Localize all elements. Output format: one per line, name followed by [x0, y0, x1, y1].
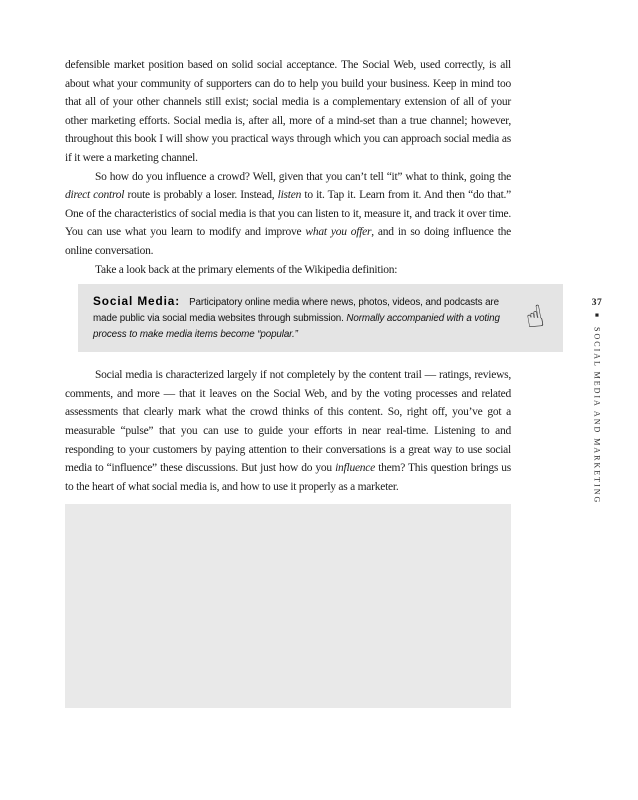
paragraph: So how do you influence a crowd? Well, given that you can’t tell “it” what to think, going the direct control route is probably a loser. Instead, listen to it. Tap it. Learn from it. And then “do that.” One of the characteristics of social media is that you can listen to it, measure it, and track it over time. You can use what you learn to modify and improve what you offer, and in so doing influence the online conversation.	[65, 170, 512, 257]
definition-term: Social Media:	[93, 294, 181, 309]
figure-placeholder	[65, 504, 511, 708]
chapter-title-vertical: SOCIAL MEDIA AND MARKETING	[592, 326, 602, 504]
paragraph: Social media is characterized largely if not completely by the content trail — ratings, reviews, comments, and more — that it leaves on the Social Web, and by the voting processes and related assessments that clearly mark what the crowd thinks of this content. So, right off, you’ve got a measurable “pulse” that you can use to guide your efforts in near real-time. Listening to and responding to your customers by paying attention to their conversations is a great way to use social media to “influence” these discussions. But just how do you influence them? This question brings us to the heart of what social media is, and how to use it properly as a marketer.	[65, 369, 511, 493]
paragraph: Take a look back at the primary elements of the Wikipedia definition:	[95, 263, 398, 276]
definition-callout	[78, 284, 563, 352]
definition-body: Participatory online media where news, photos, videos, and podcasts are made public via social media websites through submission. Normally accompanied with a voting process to make media items become “popular.”	[93, 297, 500, 341]
square-separator-icon: ■	[595, 312, 599, 319]
body-text-column	[65, 56, 547, 708]
page-margin-tab	[584, 298, 610, 504]
pointing-hand-icon: ☝	[522, 298, 547, 337]
page-number: 37	[591, 298, 603, 308]
paragraph: defensible market position based on solid social acceptance. The Social Web, used correctly, is all about what your community of supporters can do to help you build your business. Keep in mind too that all of your other channels still exist; social media is a complementary extension of all of your other marketing efforts. Social media is, after all, more of a mind-set than a true channel; however, throughout this book I will show you practical ways through which you can approach social media as if it were a marketing channel.	[65, 59, 511, 164]
definition-callout-text	[93, 293, 505, 343]
